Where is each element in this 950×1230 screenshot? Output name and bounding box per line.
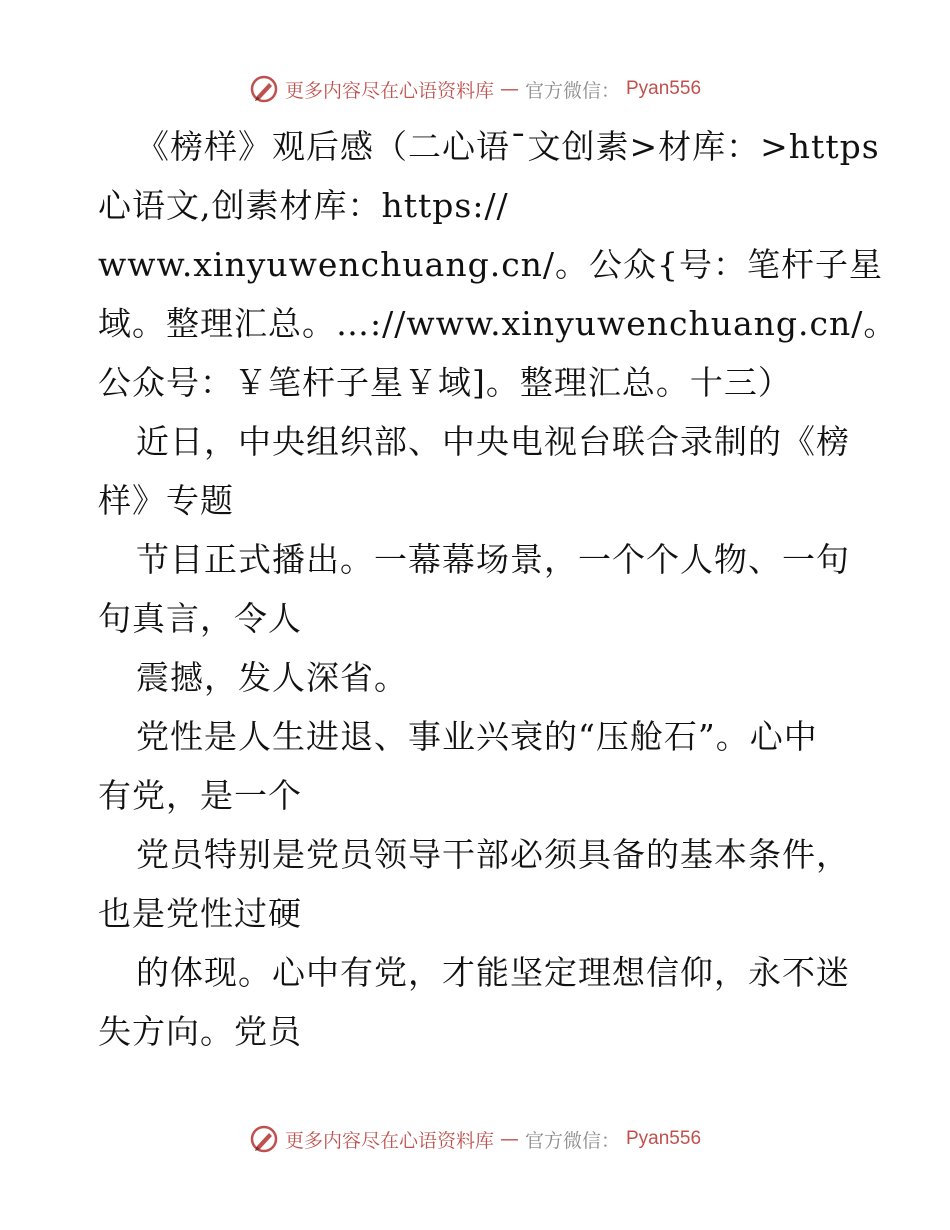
watermark-sub-text: 官方微信： <box>524 79 620 102</box>
doc-line: 也是党性过硬 <box>98 894 302 933</box>
watermark-separator: — <box>499 78 519 100</box>
doc-line: 句真言，令人 <box>98 599 302 638</box>
doc-line: 样》专题 <box>98 481 234 520</box>
watermark-separator: — <box>499 1128 519 1150</box>
doc-line: 失方向。党员 <box>98 1012 302 1051</box>
doc-line: 党性是人生进退、事业兴衰的“压舱石”。心中 <box>136 717 818 756</box>
doc-line-title: 《榜样》观后感（二心语¯文创素>材库：>https <box>136 127 880 166</box>
doc-line: 党员特别是党员领导干部必须具备的基本条件， <box>136 835 850 874</box>
watermark-main-text: 更多内容尽在心语资料库 <box>284 79 494 102</box>
watermark-wechat-id: Pyan556 <box>626 1128 702 1149</box>
doc-line: 节目正式播出。一幕幕场景，一个个人物、一句 <box>136 540 850 579</box>
doc-line: 公众号：￥笔杆子星￥域]。整理汇总。十三） <box>98 363 792 402</box>
footer-watermark <box>0 1124 950 1154</box>
header-watermark <box>0 74 950 104</box>
watermark-wechat-id: Pyan556 <box>626 78 702 99</box>
doc-line: 震撼，发人深省。 <box>136 658 408 697</box>
watermark-sub-text: 官方微信： <box>524 1129 620 1152</box>
doc-line: 的体现。心中有党，才能坚定理想信仰，永不迷 <box>136 953 850 992</box>
doc-line: 心语文,创素材库：https:// <box>98 186 509 225</box>
doc-line: 近日，中央组织部、中央电视台联合录制的《榜 <box>136 422 850 461</box>
pen-logo-icon <box>249 74 279 104</box>
doc-line: 有党，是一个 <box>98 776 302 815</box>
document-body <box>98 125 898 1069</box>
watermark-main-text: 更多内容尽在心语资料库 <box>284 1129 494 1152</box>
doc-line: www.xinyuwenchuang.cn/。公众{号：笔杆子星 <box>98 245 884 284</box>
pen-logo-icon <box>249 1124 279 1154</box>
doc-line: 域。整理汇总。…://www.xinyuwenchuang.cn/。 <box>98 304 898 343</box>
